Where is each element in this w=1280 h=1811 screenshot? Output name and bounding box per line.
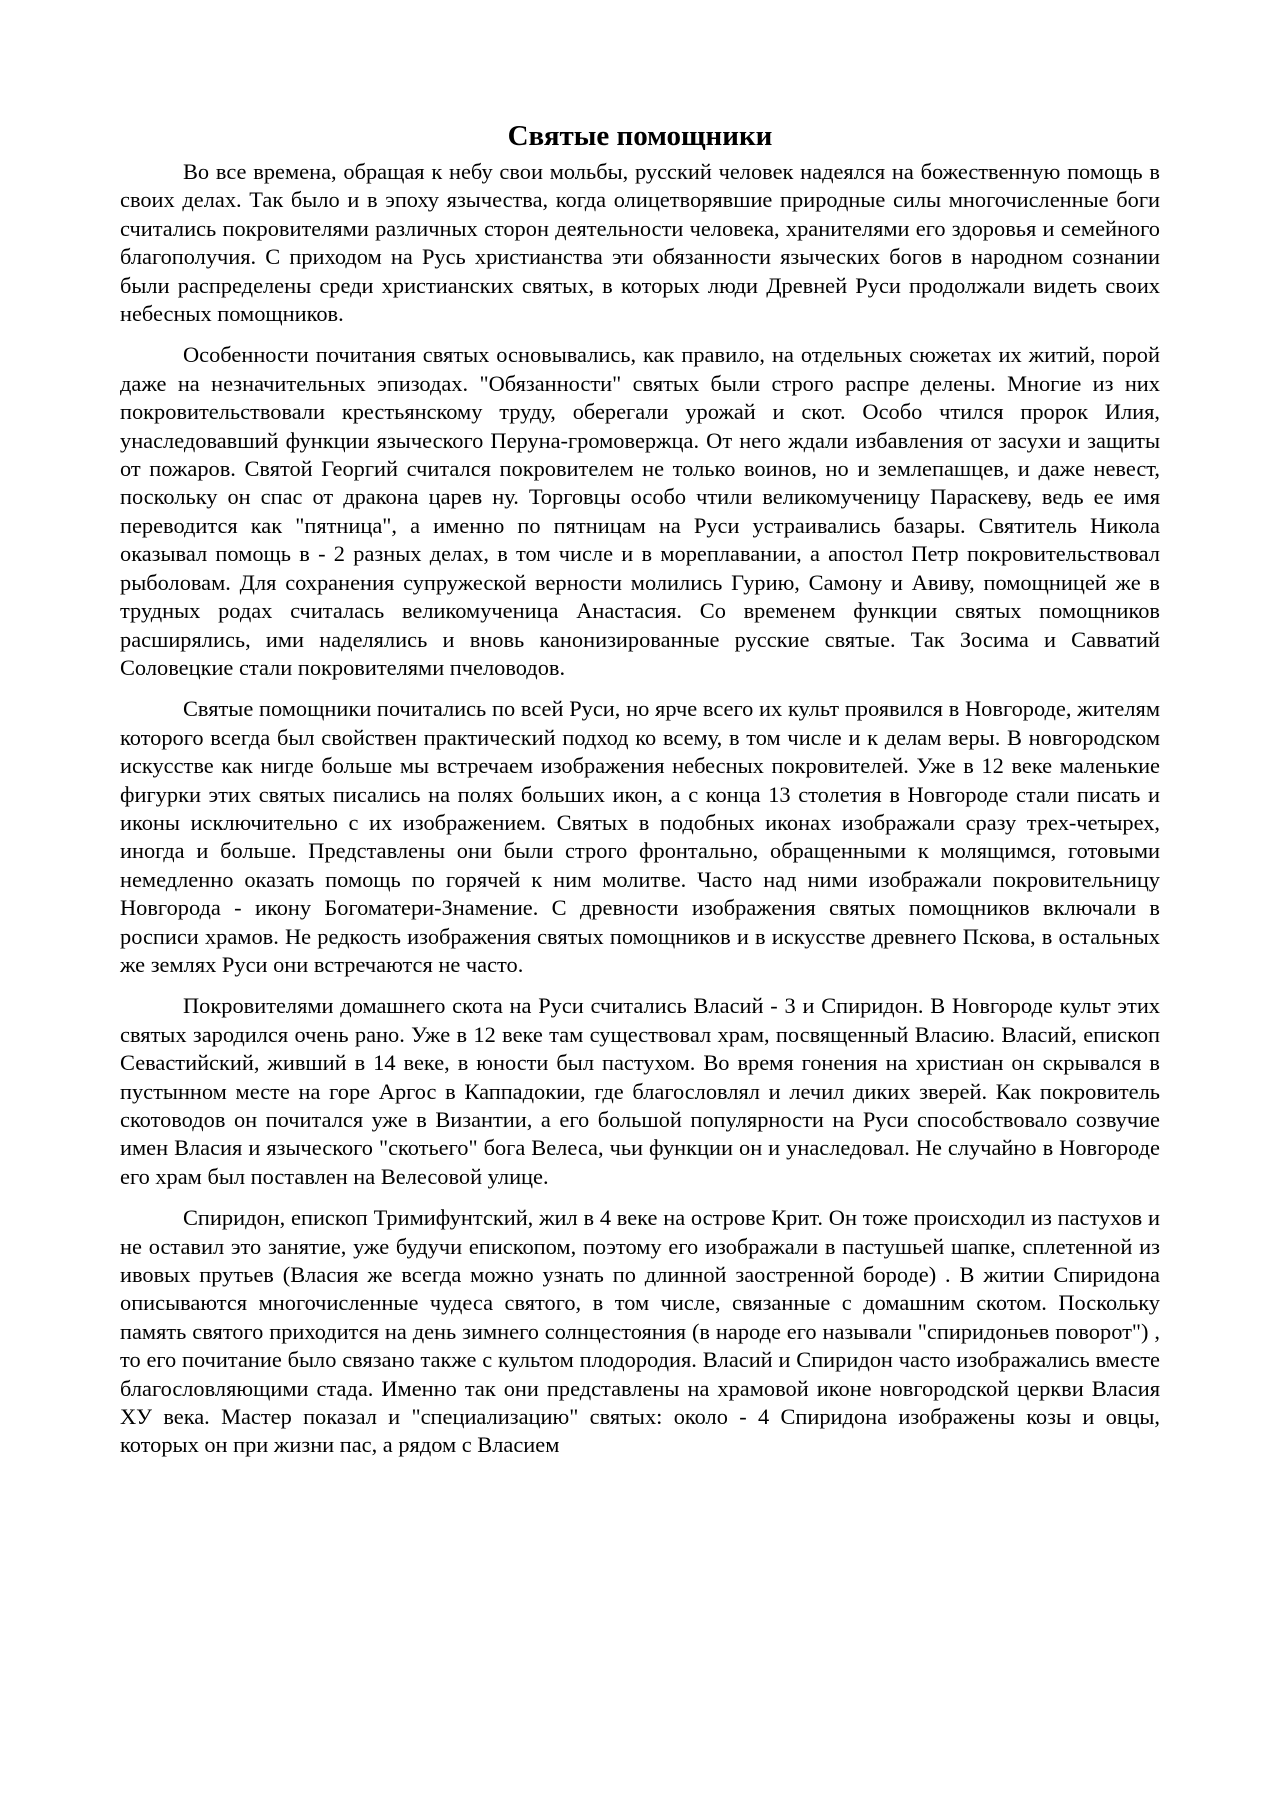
document-page xyxy=(120,118,1160,1473)
paragraph-5: Спиридон, епископ Тримифунтский, жил в 4 веке на острове Крит. Он тоже происходил из пастухов и не оставил это занятие, уже будучи епископом, поэтому его изображали в пастушьей шапке, сплетенной из ивовых прутьев (Власия же всегда можно узнать по длинной заостренной бороде) . В житии Спиридона описываются многочисленные чудеса святого, в том числе, связанные с домашним скотом. Поскольку память святого приходится на день зимнего солнцестояния (в народе его называли "спиридоньев поворот") , то его почитание было связано также с культом плодородия. Власий и Спиридон часто изображались вместе благословляющими стада. Именно так они представлены на храмовой иконе новгородской церкви Власия XУ века. Мастер показал и "специализацию" святых: около - 4 Спиридона изображены козы и овцы, которых он при жизни пас, а рядом с Власием xyxy=(120,1205,1160,1458)
page-title: Святые помощники xyxy=(507,120,773,152)
paragraph-2: Особенности почитания святых основывались, как правило, на отдельных сюжетах их житий, порой даже на незначительных эпизодах. "Обязанности" святых были строго распре делены. Многие из них покровительствовали крестьянскому труду, оберегали урожай и скот. Особо чтился пророк Илия, унаследовавший функции языческого Перуна-громовержца. От него ждали избавления от засухи и защиты от пожаров. Святой Георгий считался покровителем не только воинов, но и землепашцев, и даже невест, поскольку он спас от дракона царев ну. Торговцы особо чтили великомученицу Параскеву, ведь ее имя переводится как "пятница", а именно по пятницам на Руси устраивались базары. Святитель Никола оказывал помощь в - 2 разных делах, в том числе и в мореплавании, а апостол Петр покровительствовал рыболовам. Для сохранения супружеской верности молились Гурию, Самону и Авиву, помощницей же в трудных родах считалась великомученица Анастасия. Со временем функции святых помощников расширялись, ими наделялись и вновь канонизированные русские святые. Так Зосима и Савватий Соловецкие стали покровителями пчеловодов. xyxy=(120,342,1160,680)
paragraph-4: Покровителями домашнего скота на Руси считались Власий - 3 и Спиридон. В Новгороде культ этих святых зародился очень рано. Уже в 12 веке там существовал храм, посвященный Власию. Власий, епископ Севастийский, живший в 14 веке, в юности был пастухом. Во время гонения на христиан он скрывался в пустынном месте на горе Аргос в Каппадокии, где благословлял и лечил диких зверей. Как покровитель скотоводов он почитался уже в Византии, а его большой популярности на Руси способствовало созвучие имен Власия и языческого "скотьего" бога Велеса, чьи функции он и унаследовал. Не случайно в Новгороде его храм был поставлен на Велесовой улице. xyxy=(120,993,1160,1189)
paragraph-1: Во все времена, обращая к небу свои мольбы, русский человек надеялся на божественную помощь в своих делах. Так было и в эпоху язычества, когда олицетворявшие природные силы многочисленные боги считались покровителями различных сторон деятельности человека, хранителями его здоровья и семейного благополучия. С приходом на Русь христианства эти обязанности языческих богов в народном сознании были распределены среди христианских святых, в которых люди Древней Руси продолжали видеть своих небесных помощников. xyxy=(120,159,1160,327)
paragraph-3: Святые помощники почитались по всей Руси, но ярче всего их культ проявился в Новгороде, жителям которого всегда был свойствен практический подход ко всему, в том числе и к делам веры. В новгородском искусстве как нигде больше мы встречаем изображения небесных покровителей. Уже в 12 веке маленькие фигурки этих святых писались на полях больших икон, а с конца 13 столетия в Новгороде стали писать и иконы исключительно с их изображением. Святых в подобных иконах изображали сразу трех-четырех, иногда и больше. Представлены они были строго фронтально, обращенными к молящимся, готовыми немедленно оказать помощь по горячей к ним молитве. Часто над ними изображали покровительницу Новгорода - икону Богоматери-Знамение. С древности изображения святых помощников включали в росписи храмов. Не редкость изображения святых помощников и в искусстве древнего Пскова, в остальных же землях Руси они встречаются не часто. xyxy=(120,696,1160,977)
